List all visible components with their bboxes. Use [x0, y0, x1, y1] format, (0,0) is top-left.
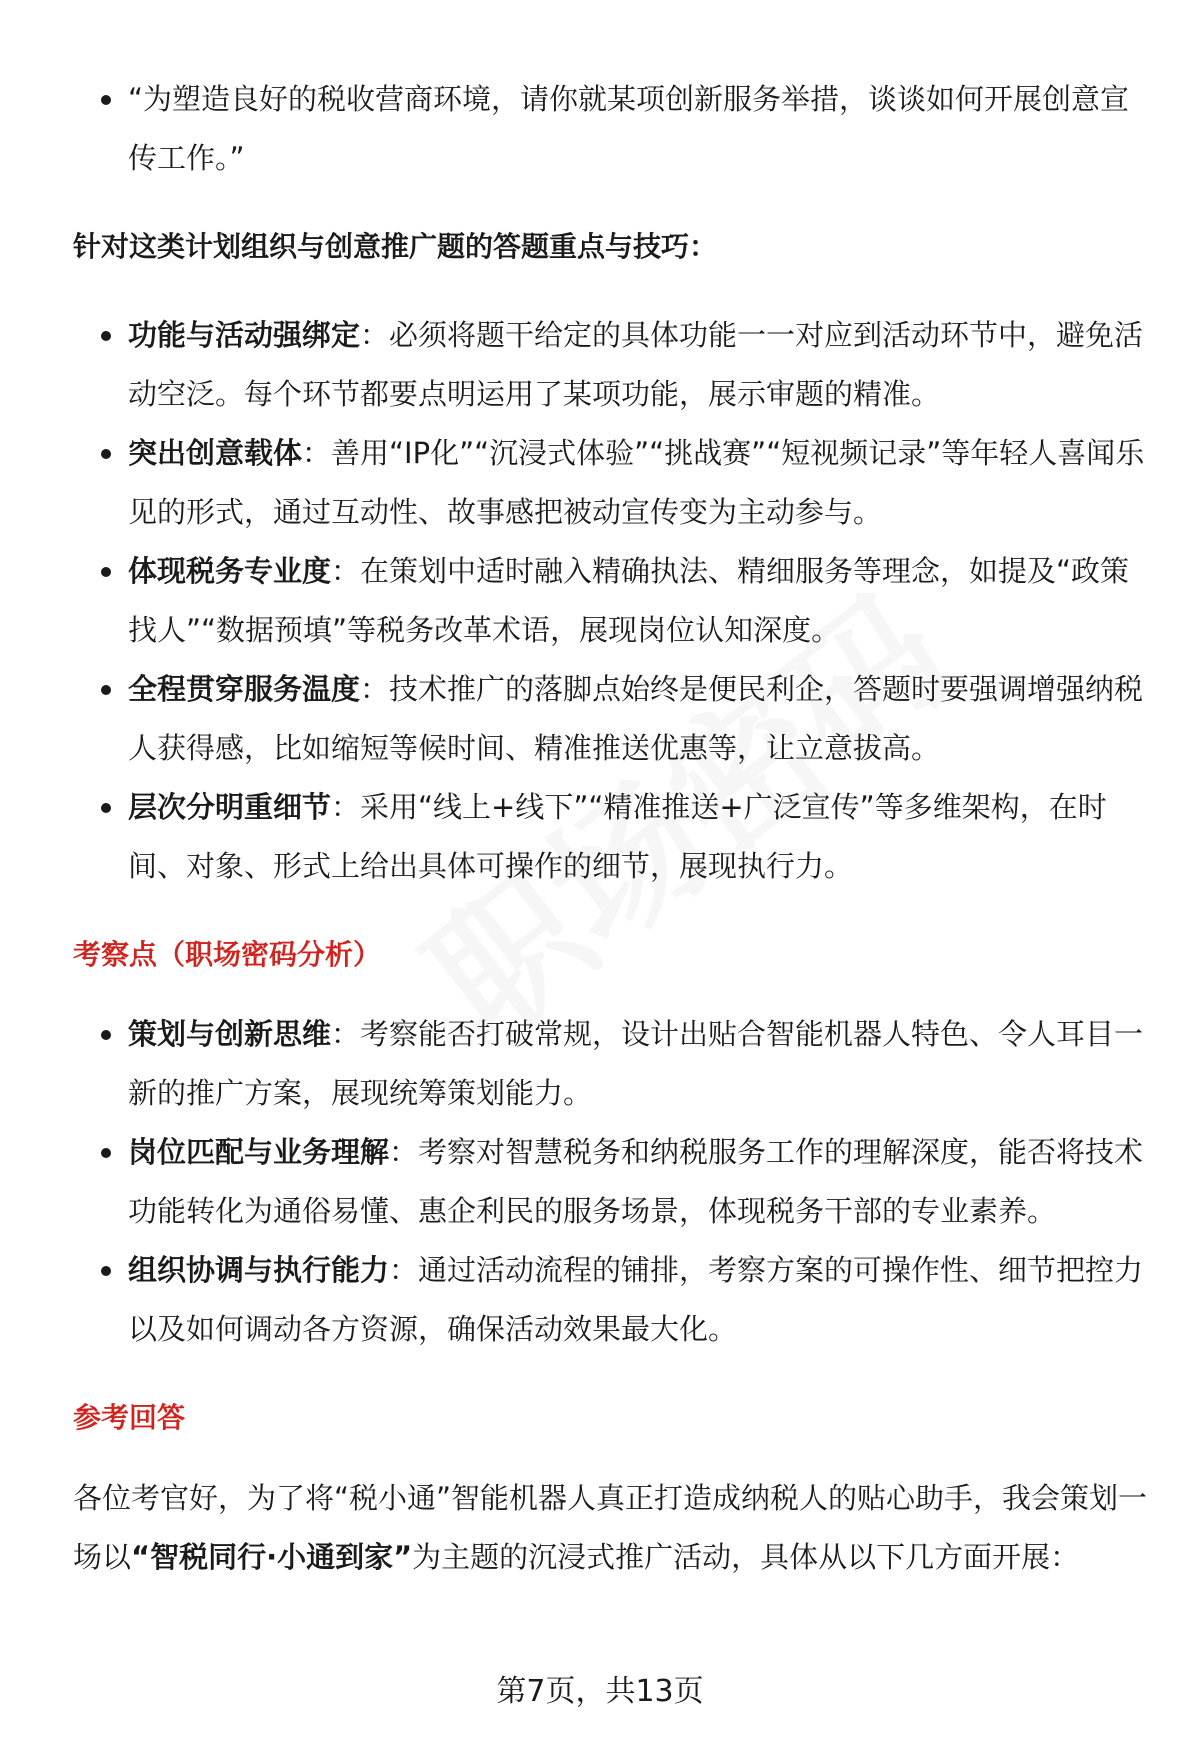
tips-heading: 针对这类计划组织与创意推广题的答题重点与技巧：	[73, 230, 718, 263]
points-heading-block	[0, 935, 1200, 975]
answer-theme: “智税同行·小通到家”	[131, 1540, 413, 1574]
bullet-dot-icon	[101, 685, 111, 695]
tip-term: 突出创意载体	[128, 436, 303, 470]
tip-text: ：技术推广的落脚点始终是便民利企，答题时要强调增强纳税人获得感，比如缩短等候时间、精准推送优惠等，让立意拔高。	[128, 672, 1144, 765]
tip-text: ：善用“IP化”“沉浸式体验”“挑战赛”“短视频记录”等年轻人喜闻乐见的形式，通过互动性、故事感把被动宣传变为主动参与。	[128, 436, 1145, 529]
tip-term: 功能与活动强绑定	[128, 318, 361, 352]
bullet-dot-icon	[101, 331, 111, 341]
point-term: 策划与创新思维	[128, 1017, 332, 1051]
point-text: ：考察能否打破常规，设计出贴合智能机器人特色、令人耳目一新的推广方案，展现统筹策划能力。	[128, 1017, 1144, 1110]
list-item	[128, 778, 1152, 896]
list-item	[128, 1005, 1152, 1123]
point-text: ：考察对智慧税务和纳税服务工作的理解深度，能否将技术功能转化为通俗易懂、惠企利民的服务场景，体现税务干部的专业素养。	[128, 1135, 1144, 1228]
list-item	[128, 424, 1152, 542]
list-item	[128, 70, 1152, 188]
answer-heading-block	[0, 1398, 1200, 1438]
list-item	[128, 306, 1152, 424]
answer-heading: 参考回答	[73, 1401, 186, 1434]
tip-text: ：在策划中适时融入精确执法、精细服务等理念，如提及“政策找人”“数据预填”等税务改革术语，展现岗位认知深度。	[128, 554, 1130, 647]
tip-text: ：采用“线上+线下”“精准推送+广泛宣传”等多维架构，在时间、对象、形式上给出具体可操作的细节，展现执行力。	[128, 790, 1107, 883]
list-item	[128, 542, 1152, 660]
answer-paragraph	[73, 1469, 1152, 1587]
bullet-dot-icon	[101, 1266, 111, 1276]
bullet-dot-icon	[101, 1148, 111, 1158]
answer-section	[0, 1469, 1200, 1587]
tips-list	[0, 306, 1200, 896]
bullet-dot-icon	[101, 1030, 111, 1040]
point-term: 组织协调与执行能力	[128, 1253, 390, 1287]
intro-list	[0, 70, 1200, 188]
intro-question: “为塑造良好的税收营商环境，请你就某项创新服务举措，谈谈如何开展创意宣传工作。”	[128, 82, 1130, 175]
list-item	[128, 1123, 1152, 1241]
point-term: 岗位匹配与业务理解	[128, 1135, 390, 1169]
answer-text-after: 为主题的沉浸式推广活动，具体从以下几方面开展：	[412, 1540, 1080, 1574]
intro-section	[0, 70, 1200, 188]
tips-section	[0, 306, 1200, 896]
bullet-dot-icon	[101, 95, 111, 105]
tip-term: 层次分明重细节	[128, 790, 332, 824]
points-list	[0, 1005, 1200, 1359]
page-number-footer: 第7页，共13页	[496, 1674, 704, 1709]
bullet-dot-icon	[101, 803, 111, 813]
point-text: ：通过活动流程的铺排，考察方案的可操作性、细节把控力以及如何调动各方资源，确保活动效果最大化。	[128, 1253, 1144, 1346]
bullet-dot-icon	[101, 449, 111, 459]
tip-text: ：必须将题干给定的具体功能一一对应到活动环节中，避免活动空泛。每个环节都要点明运用了某项功能，展示审题的精准。	[128, 318, 1144, 411]
tip-term: 全程贯穿服务温度	[128, 672, 361, 706]
list-item	[128, 1241, 1152, 1359]
tip-term: 体现税务专业度	[128, 554, 332, 588]
tips-heading-block	[0, 227, 1200, 267]
points-section	[0, 1005, 1200, 1359]
bullet-dot-icon	[101, 567, 111, 577]
points-heading: 考察点（职场密码分析）	[73, 938, 382, 971]
answer-text-before: 各位考官好，为了将“税小通”智能机器人真正打造成纳税人的贴心助手，我会策划一场以	[73, 1481, 1148, 1574]
list-item	[128, 660, 1152, 778]
